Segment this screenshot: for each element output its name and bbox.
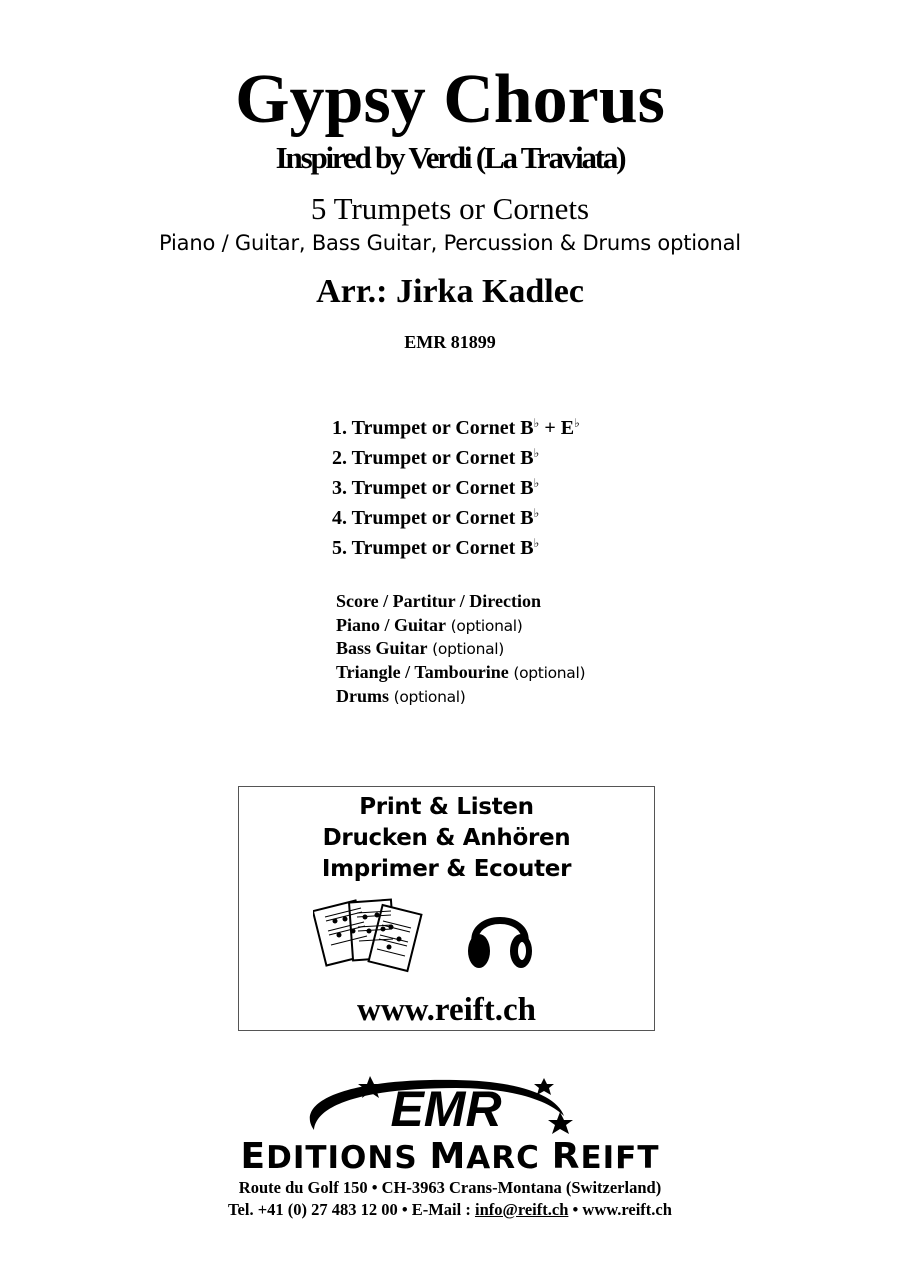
headphones-icon — [465, 899, 535, 973]
part-item: 4. Trumpet or Cornet B♭ — [332, 506, 540, 529]
publisher-contact: Tel. +41 (0) 27 483 12 00 • E-Mail : info@reift.ch • www.reift.ch — [228, 1200, 672, 1219]
instrumentation: 5 Trumpets or Cornets — [310, 191, 590, 226]
promo-line-fr: Imprimer & Ecouter — [321, 856, 572, 882]
promo-line-de: Drucken & Anhören — [322, 825, 571, 851]
extra-item: Drums (optional) — [336, 685, 466, 706]
email-link[interactable]: info@reift.ch — [474, 1200, 569, 1219]
print-listen-box — [238, 786, 655, 1031]
extras-list — [336, 590, 585, 709]
catalog-number: EMR 81899 — [404, 332, 496, 352]
emr-logo — [306, 1072, 582, 1140]
website-link[interactable]: • www.reift.ch — [568, 1200, 672, 1219]
website-url[interactable]: www.reift.ch — [356, 992, 537, 1028]
subtitle: Inspired by Verdi (La Traviata) — [275, 140, 625, 175]
extra-item: Score / Partitur / Direction — [336, 591, 541, 611]
optional-instruments: Piano / Guitar, Bass Guitar, Percussion & Drums optional — [159, 231, 741, 255]
extra-item: Bass Guitar (optional) — [336, 638, 505, 659]
part-item: 1. Trumpet or Cornet B♭ + E♭ — [332, 416, 580, 439]
arranger: Arr.: Jirka Kadlec — [316, 273, 584, 310]
publisher-name: EDITIONS MARC REIFT — [240, 1136, 660, 1177]
extra-item: Piano / Guitar (optional) — [336, 614, 523, 635]
logo-text: EMR — [390, 1081, 502, 1137]
part-item: 5. Trumpet or Cornet B♭ — [332, 536, 540, 559]
publisher-address: Route du Golf 150 • CH-3963 Crans-Montana (Switzerland) — [238, 1178, 662, 1197]
part-item: 2. Trumpet or Cornet B♭ — [332, 446, 540, 469]
sheet-music-icon — [313, 895, 423, 977]
title: Gypsy Chorus — [235, 61, 665, 138]
promo-line-en: Print & Listen — [359, 794, 534, 820]
extra-item: Triangle / Tambourine (optional) — [336, 662, 586, 683]
parts-list — [332, 413, 580, 563]
part-item: 3. Trumpet or Cornet B♭ — [332, 476, 540, 499]
